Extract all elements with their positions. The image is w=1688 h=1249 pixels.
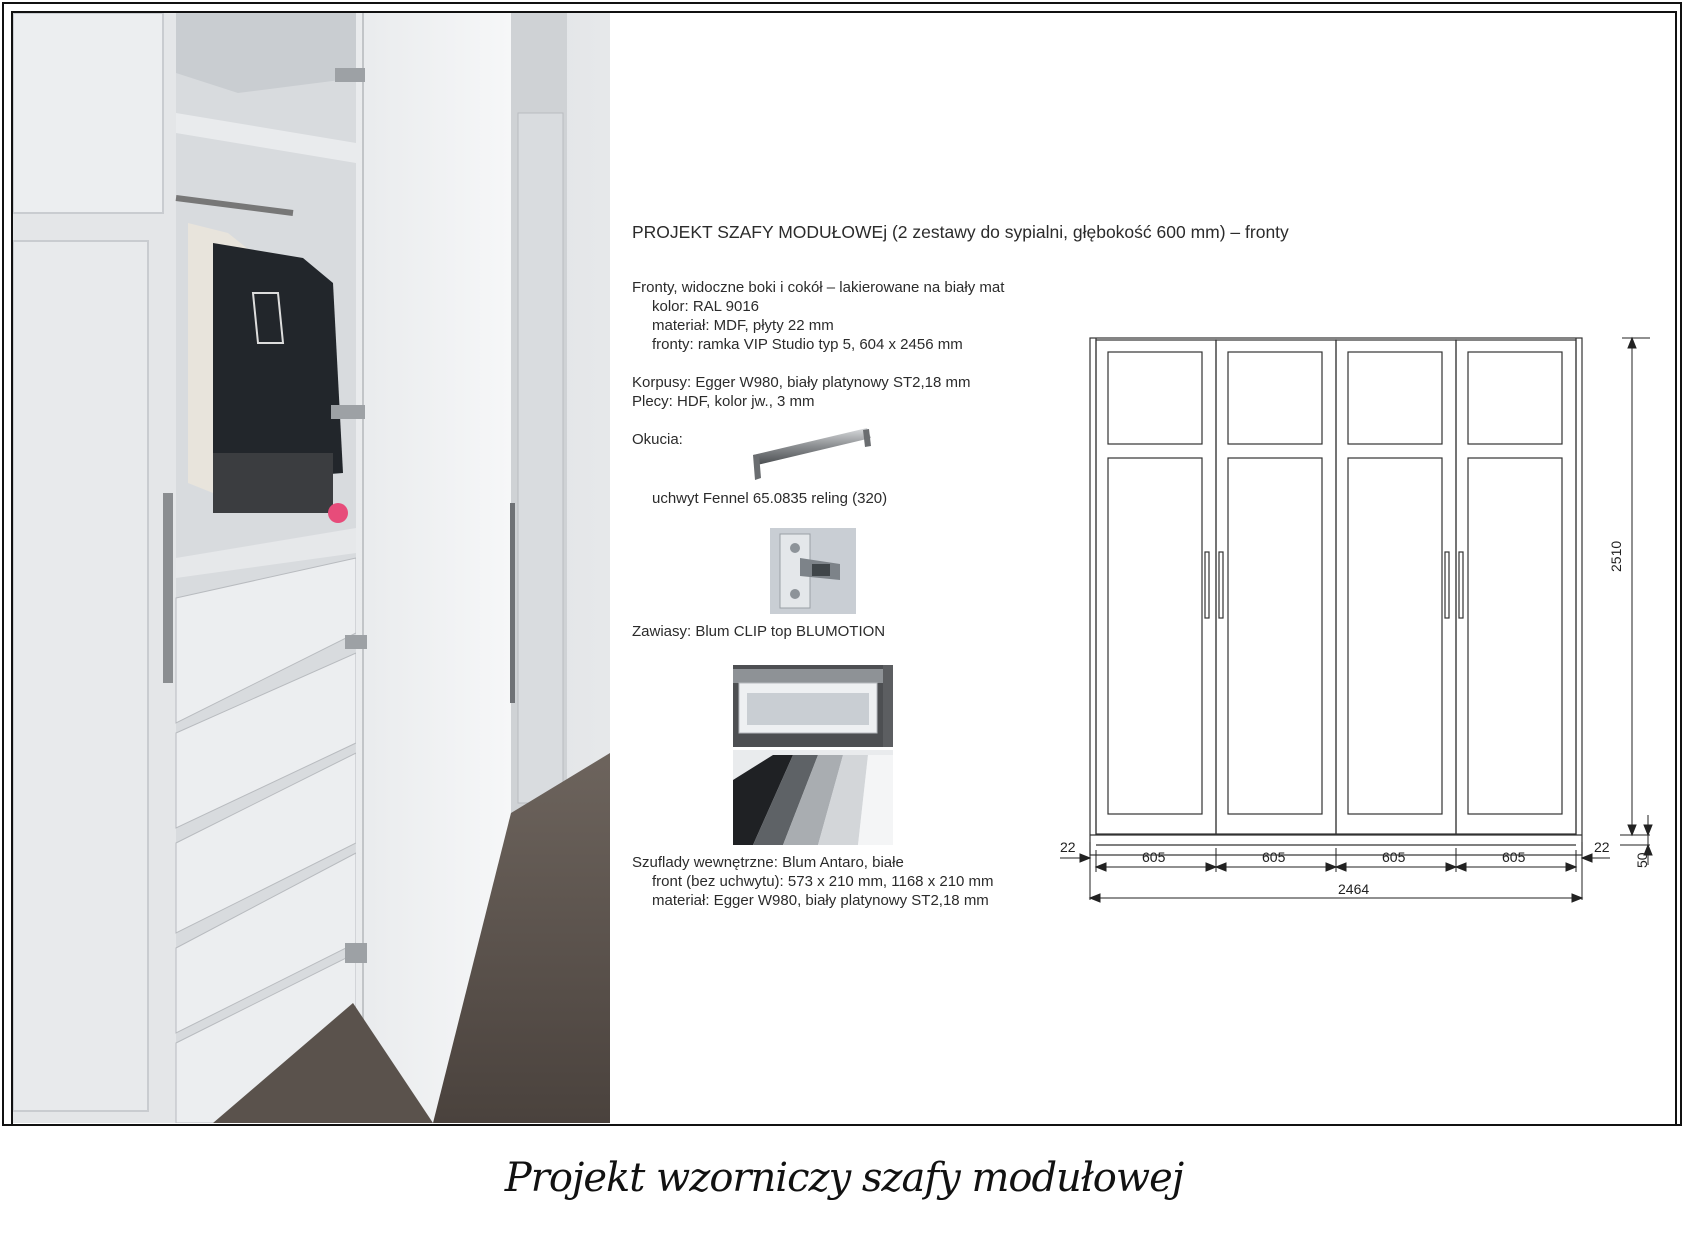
fronts-heading: Fronty, widoczne boki i cokół – lakierowane na biały mat xyxy=(632,279,1005,296)
project-title: PROJEKT SZAFY MODUŁOWEj (2 zestawy do sypialni, głębokość 600 mm) – fronty xyxy=(632,222,1289,242)
fronts-frame: fronty: ramka VIP Studio typ 5, 604 x 2456 mm xyxy=(652,336,963,353)
dim-total-width: 2464 xyxy=(1338,881,1370,897)
body-plecy: Plecy: HDF, kolor jw., 3 mm xyxy=(632,393,815,410)
drawer-color-samples-image xyxy=(733,750,893,845)
dim-door-2: 605 xyxy=(1262,849,1286,865)
dim-plinth: 50 xyxy=(1634,852,1650,868)
wardrobe-photo xyxy=(13,13,610,1123)
dim-door-4: 605 xyxy=(1502,849,1526,865)
drawer-image xyxy=(733,665,893,747)
dim-side-left: 22 xyxy=(1060,839,1076,855)
drawers-material: materiał: Egger W980, biały platynowy ST2,18 mm xyxy=(652,892,989,909)
drawers-front: front (bez uchwytu): 573 x 210 mm, 1168 x 210 mm xyxy=(652,873,994,890)
dim-height: 2510 xyxy=(1608,540,1624,572)
fittings-handle: uchwyt Fennel 65.0835 reling (320) xyxy=(652,490,888,507)
dim-side-right: 22 xyxy=(1594,839,1610,855)
wardrobe-photo-illustration xyxy=(13,13,610,1123)
fronts-color: kolor: RAL 9016 xyxy=(652,298,760,315)
hinge-image xyxy=(770,528,856,614)
fronts-material: materiał: MDF, płyty 22 mm xyxy=(652,317,834,334)
fittings-heading: Okucia: xyxy=(632,431,683,448)
handle-image xyxy=(745,420,875,485)
page-caption: Projekt wzorniczy szafy modułowej xyxy=(504,1155,1184,1201)
drawers-heading: Szuflady wewnętrzne: Blum Antaro, białe xyxy=(632,854,904,871)
dim-door-1: 605 xyxy=(1142,849,1166,865)
body-korpusy: Korpusy: Egger W980, biały platynowy ST2,18 mm xyxy=(632,374,971,391)
fittings-hinges: Zawiasy: Blum CLIP top BLUMOTION xyxy=(632,623,886,640)
wardrobe-technical-drawing xyxy=(1050,320,1688,920)
dim-door-3: 605 xyxy=(1382,849,1406,865)
